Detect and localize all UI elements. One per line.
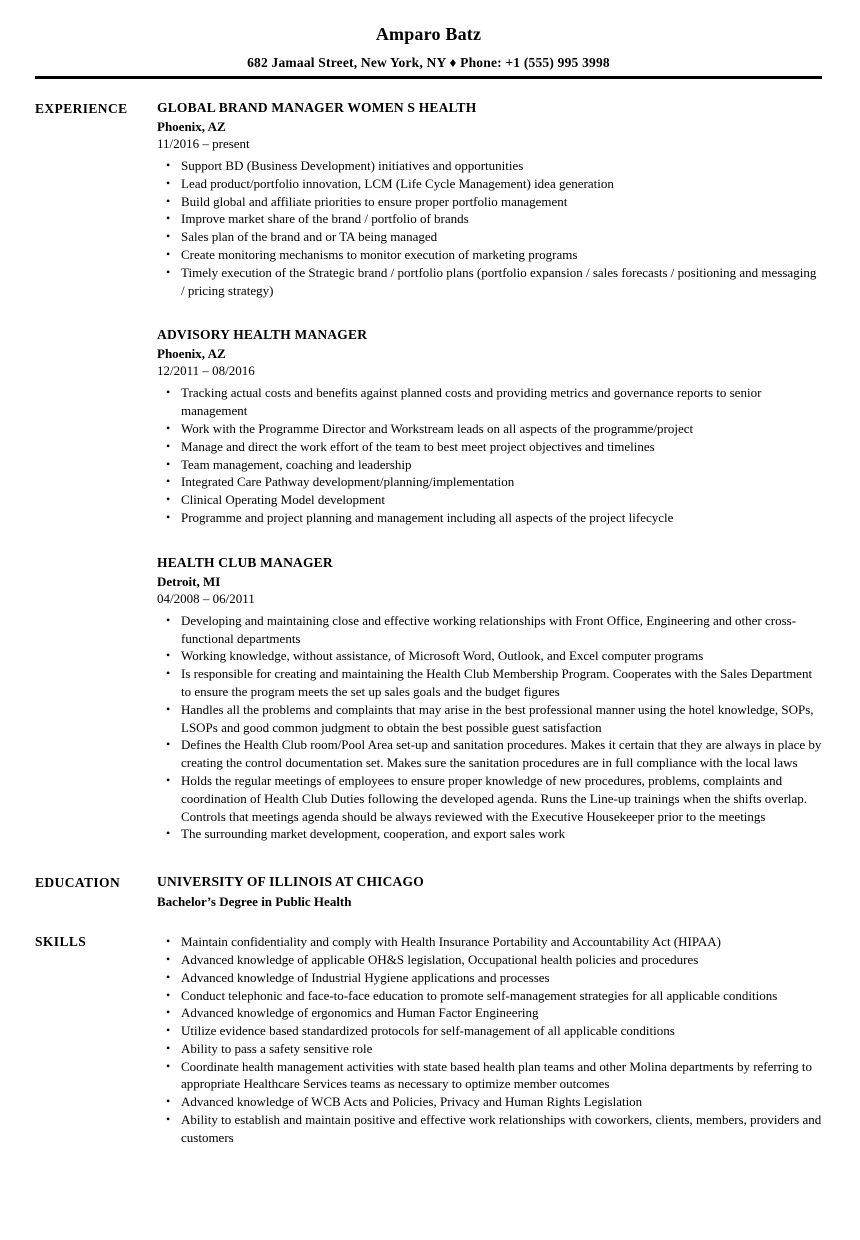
- job-location: Phoenix, AZ: [157, 346, 226, 362]
- job-entry: [157, 100, 822, 299]
- job-bullets: [166, 612, 822, 843]
- bullet-item: • Utilize evidence based standardized protocols for self-management of all applicable conditions: [166, 1022, 822, 1040]
- bullet-item: • Clinical Operating Model development: [166, 491, 822, 509]
- skills-list: [166, 933, 822, 1147]
- bullet-item: • Work with the Programme Director and Workstream leads on all aspects of the programme/project: [166, 420, 822, 438]
- bullet-item: • Defines the Health Club room/Pool Area set-up and sanitation procedures. Makes it certain that they are always in place by creating the control documentation set. Makes sure the sanitation procedures are in full compliance with the local laws: [166, 736, 822, 772]
- bullet-item: • Ability to establish and maintain positive and effective work relationships with coworkers, clients, members, providers and customers: [166, 1111, 822, 1147]
- page-title: Amparo Batz: [375, 24, 482, 44]
- job-bullets: [166, 157, 822, 299]
- job-dates: 11/2016 – present: [157, 136, 250, 151]
- job-title: GLOBAL BRAND MANAGER WOMEN S HEALTH: [157, 100, 477, 115]
- bullet-item: • Handles all the problems and complaints that may arise in the best professional manner using the hotel knowledge, SOPs, LSOPs and good common judgment to obtain the best possible guest satisfaction: [166, 701, 822, 737]
- bullet-item: • Team management, coaching and leadership: [166, 456, 822, 474]
- bullet-item: • Support BD (Business Development) initiatives and opportunities: [166, 157, 822, 175]
- bullet-item: • Working knowledge, without assistance, of Microsoft Word, Outlook, and Excel computer programs: [166, 647, 822, 665]
- job-title: HEALTH CLUB MANAGER: [157, 554, 333, 570]
- bullet-item: • Manage and direct the work effort of the team to best meet project objectives and timelines: [166, 438, 822, 456]
- bullet-item: • Is responsible for creating and maintaining the Health Club Membership Program. Cooperates with the Sales Department to ensure the program meets the set up sales goals and the budget figures: [166, 665, 822, 701]
- bullet-item: • Integrated Care Pathway development/planning/implementation: [166, 473, 822, 491]
- section-label-skills: SKILLS: [35, 934, 87, 950]
- bullet-item: • Timely execution of the Strategic brand / portfolio plans (portfolio expansion / sales forecasts / positioning and messaging / pricing strategy): [166, 264, 822, 300]
- bullet-item: • Advanced knowledge of WCB Acts and Policies, Privacy and Human Rights Legislation: [166, 1093, 822, 1111]
- section-label-experience: EXPERIENCE: [35, 101, 128, 116]
- job-bullets: [166, 384, 822, 526]
- bullet-item: • Ability to pass a safety sensitive role: [166, 1040, 822, 1058]
- bullet-item: • Developing and maintaining close and effective working relationships with Front Office, Engineering and other cross-functional departments: [166, 612, 822, 648]
- job-entry: [157, 555, 822, 843]
- bullet-item: • Lead product/portfolio innovation, LCM (Life Cycle Management) idea generation: [166, 175, 822, 193]
- job-dates: 12/2011 – 08/2016: [157, 363, 255, 379]
- bullet-item: • Tracking actual costs and benefits against planned costs and providing metrics and governance reports to senior management: [166, 384, 822, 420]
- bullet-item: • Conduct telephonic and face-to-face education to promote self-management strategies for all applicable conditions: [166, 987, 822, 1005]
- bullet-item: • Sales plan of the brand and or TA being managed: [166, 228, 822, 246]
- degree: Bachelor’s Degree in Public Health: [157, 894, 352, 910]
- school-name: UNIVERSITY OF ILLINOIS AT CHICAGO: [157, 874, 424, 890]
- bullet-item: • Create monitoring mechanisms to monitor execution of marketing programs: [166, 246, 822, 264]
- bullet-item: • Build global and affiliate priorities to ensure proper portfolio management: [166, 193, 822, 211]
- bullet-item: • Programme and project planning and management including all aspects of the project lifecycle: [166, 509, 822, 527]
- header-divider: [35, 76, 822, 79]
- job-entry: [157, 327, 822, 526]
- education-content: [157, 874, 822, 910]
- contact-line: 682 Jamaal Street, New York, NY ♦ Phone: +1 (555) 995 3998: [247, 55, 610, 70]
- section-skills: [35, 933, 822, 1147]
- bullet-item: • Improve market share of the brand / portfolio of brands: [166, 210, 822, 228]
- job-location: Detroit, MI: [157, 573, 221, 589]
- job-location: Phoenix, AZ: [157, 119, 226, 134]
- bullet-item: • Holds the regular meetings of employees to ensure proper knowledge of new procedures, problems, complaints and coordination of Health Club Duties following the developed agenda. Runs the Line-up trainings when the shifts overlap. Controls that meetings agenda should be always reviewed with the Executive Housekeeper prior to the meetings: [166, 772, 822, 825]
- resume-body: [35, 100, 822, 1147]
- bullet-item: • Advanced knowledge of applicable OH&S legislation, Occupational health policies and procedures: [166, 951, 822, 969]
- bullet-item: • Coordinate health management activities with state based health plan teams and other Molina departments by referring to appropriate Healthcare Services teams as necessary to optimize member outcomes: [166, 1058, 822, 1094]
- bullet-item: • Advanced knowledge of ergonomics and Human Factor Engineering: [166, 1004, 822, 1022]
- experience-content: [157, 100, 822, 843]
- skills-content: [157, 933, 822, 1147]
- bullet-item: • The surrounding market development, cooperation, and export sales work: [166, 825, 822, 843]
- job-dates: 04/2008 – 06/2011: [157, 590, 255, 606]
- bullet-item: • Maintain confidentiality and comply with Health Insurance Portability and Accountability Act (HIPAA): [166, 933, 822, 951]
- bullet-item: • Advanced knowledge of Industrial Hygiene applications and processes: [166, 969, 822, 987]
- job-title: ADVISORY HEALTH MANAGER: [157, 327, 368, 343]
- section-experience: [35, 100, 822, 843]
- section-education: [35, 874, 822, 910]
- section-label-education: EDUCATION: [35, 875, 121, 891]
